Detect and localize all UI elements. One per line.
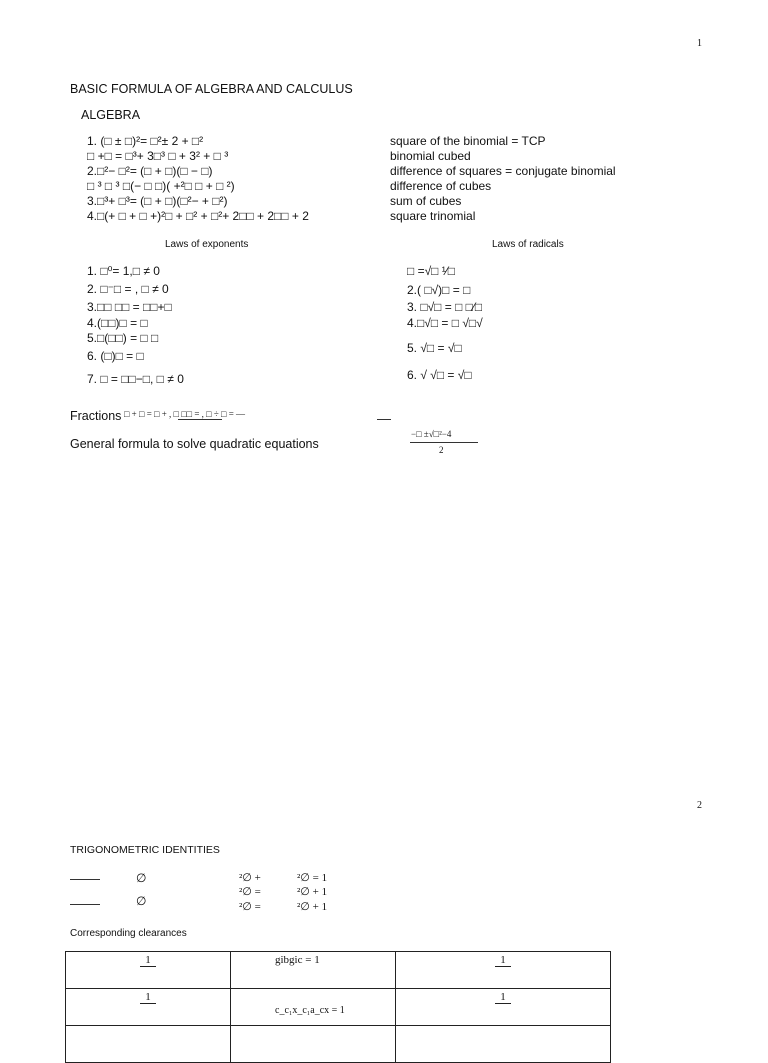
table-cell-text: gibgic = 1 [275, 954, 320, 966]
phi-symbol: ∅ [136, 894, 147, 908]
fraction-bar [70, 904, 100, 905]
page-number: 1 [697, 38, 702, 49]
exponent-law: 6. (□)□ = □ [87, 349, 144, 363]
table-cell [66, 952, 231, 989]
fraction-numerator: 1 [500, 954, 506, 966]
table-cell [396, 989, 611, 1026]
document-title: BASIC FORMULA OF ALGEBRA AND CALCULUS [70, 82, 353, 96]
exponent-law: 4.(□□)□ = □ [87, 316, 148, 330]
table-cell [66, 1026, 231, 1063]
identity-right: ²∅ = 1 [297, 872, 328, 884]
exponent-law: 5.□(□□) = □ □ [87, 331, 159, 345]
table-cell [396, 1026, 611, 1063]
formula-line: 3.□³+ □³= (□ + □)(□²− + □²) [87, 194, 228, 208]
table-cell [396, 952, 611, 989]
formula-description: square trinomial [390, 209, 476, 223]
quadratic-label: General formula to solve quadratic equations [70, 437, 319, 451]
formula-description: difference of squares = conjugate binomial [390, 164, 616, 178]
formula-line: 2.□²− □²= (□ + □)(□ − □) [87, 164, 213, 178]
radicals-heading: Laws of radicals [492, 239, 564, 250]
identity-left: ²∅ = [239, 886, 261, 898]
formula-description: binomial cubed [390, 149, 471, 163]
formula-description: sum of cubes [390, 194, 462, 208]
table-cell [231, 989, 396, 1026]
radical-law: □ =√□ ¹⁄□ [407, 264, 456, 278]
fraction-numerator: 1 [145, 954, 151, 966]
exponent-law: 1. □⁰= 1,□ ≠ 0 [87, 264, 160, 278]
identity-left: ²∅ + [239, 872, 261, 884]
fraction-bar [178, 419, 222, 420]
exponents-heading: Laws of exponents [165, 239, 249, 250]
trig-identities-title: TRIGONOMETRIC IDENTITIES [70, 844, 220, 856]
identity-right: ²∅ + 1 [297, 901, 328, 913]
table-cell [231, 1026, 396, 1063]
fractions-label: Fractions [70, 409, 122, 423]
formula-line: 1. (□ ± □)²= □²± 2 + □² [87, 134, 204, 148]
table-row [66, 989, 611, 1026]
fractions-expression: □ + □ = □ + , □ □□ = , □ ÷ □ = — [124, 409, 246, 419]
table-row [66, 952, 611, 989]
identity-right: ²∅ + 1 [297, 886, 328, 898]
exponent-law: 2. □⁻□ = , □ ≠ 0 [87, 282, 169, 296]
fraction-bar [377, 419, 391, 420]
quadratic-denominator: 2 [439, 445, 444, 455]
exponent-law: 3.□□ □□ = □□+□ [87, 300, 172, 314]
formula-line: □ +□ = □³+ 3□³ □ + 3² + □ ³ [87, 149, 229, 163]
clearances-heading: Corresponding clearances [70, 928, 187, 939]
phi-symbol: ∅ [136, 871, 147, 885]
formula-description: difference of cubes [390, 179, 492, 193]
table-cell-text: c_c₁x_c₁a_cx = 1 [275, 1005, 345, 1016]
radical-law: 6. √ √□ = √□ [407, 368, 472, 382]
radical-law: 2.( □√)□ = □ [407, 283, 471, 297]
exponent-law: 7. □ = □□−□, □ ≠ 0 [87, 372, 184, 386]
table-row [66, 1026, 611, 1063]
fraction-bar [70, 879, 100, 880]
radical-law: 4.□√□ = □ √□√ [407, 316, 483, 330]
radical-law: 3. □√□ = □ □⁄□ [407, 300, 483, 314]
table-cell [231, 952, 396, 989]
page-number: 2 [697, 800, 702, 811]
fraction-numerator: 1 [500, 991, 506, 1003]
clearances-table [65, 951, 611, 1063]
table-cell [66, 989, 231, 1026]
formula-line: □ ³ □ ³ □(− □ □)( +²□ □ + □ ²) [87, 179, 235, 193]
radical-law: 5. √□ = √□ [407, 341, 462, 355]
section-heading-algebra: ALGEBRA [81, 108, 141, 122]
formula-description: square of the binomial = TCP [390, 134, 546, 148]
quadratic-fraction-bar [410, 442, 478, 443]
identity-left: ²∅ = [239, 901, 261, 913]
fraction-numerator: 1 [145, 991, 151, 1003]
formula-line: 4.□(+ □ + □ +)²□ + □² + □²+ 2□□ + 2□□ + 2 [87, 209, 309, 223]
quadratic-numerator: −□ ±√□²−4 [411, 429, 452, 439]
